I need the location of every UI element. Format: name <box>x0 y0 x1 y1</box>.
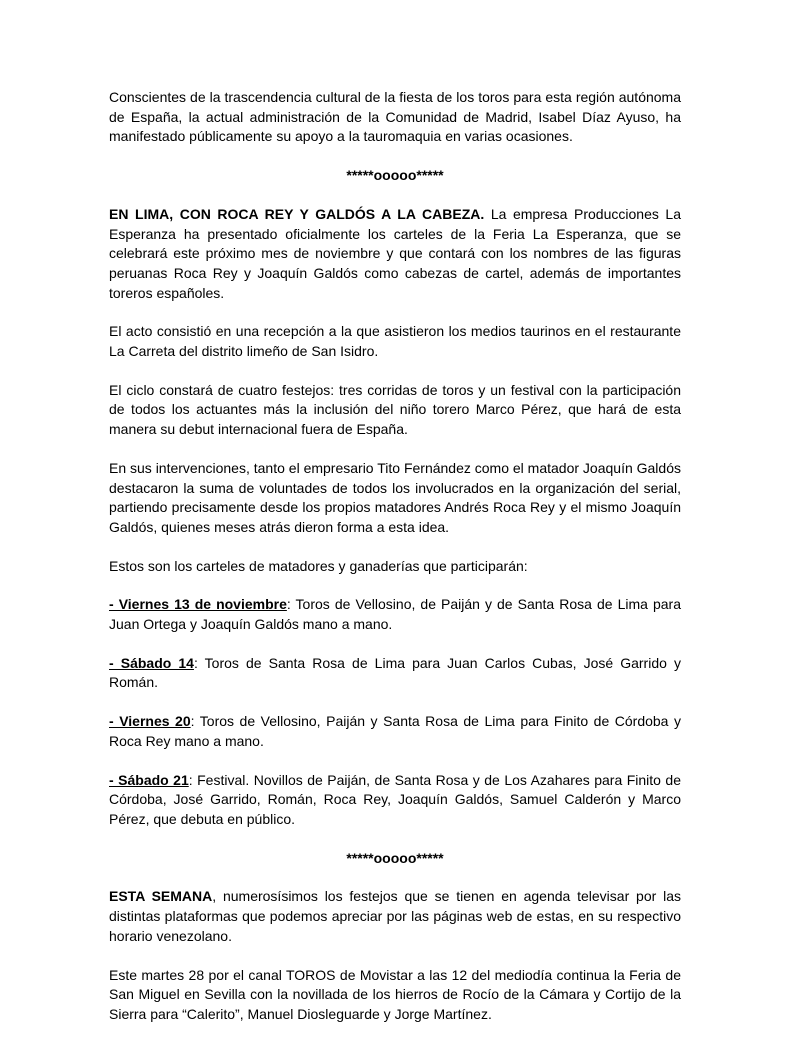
document-page <box>109 88 681 1044</box>
cartel-date: - Sábado 21 <box>109 771 189 788</box>
separator: *****ooooo***** <box>346 849 444 866</box>
paragraph-martes: Este martes 28 por el canal TOROS de Movistar a las 12 del mediodía continua la Feria de San Miguel en Sevilla con la novillada de los hierros de Rocío de la Cámara y Cortijo de la Sierra para “Calerito”, Manuel Diosleguarde y Jorge Martínez. <box>109 966 681 1022</box>
semana-body: , numerosísimos los festejos que se tienen en agenda televisar por las distintas plataformas que podemos apreciar por las páginas web de estas, en su respectivo horario venezolano. <box>109 888 681 944</box>
cartel-item <box>109 595 681 634</box>
paragraph-semana <box>109 887 681 946</box>
cartel-text: : Toros de Vellosino, de Paiján y de Santa Rosa de Lima para Juan Ortega y Joaquín Galdós mano a mano. <box>109 596 681 633</box>
lima-heading: EN LIMA, CON ROCA REY Y GALDÓS A LA CABEZA. <box>109 205 485 222</box>
cartel-text: : Toros de Santa Rosa de Lima para Juan Carlos Cubas, José Garrido y Román. <box>109 654 681 691</box>
paragraph-lima <box>109 205 681 304</box>
cartel-date: - Viernes 20 <box>109 713 191 730</box>
cartel-item <box>109 771 681 830</box>
cartel-text: : Festival. Novillos de Paiján, de Santa Rosa y de Los Azahares para Finito de Córdoba, José Garrido, Román, Roca Rey, Joaquín Galdós, Samuel Calderón y Marco Pérez, que debuta en público. <box>109 771 681 827</box>
paragraph-madrid: Conscientes de la trascendencia cultural de la fiesta de los toros para esta región autónoma de España, la actual administración de la Comunidad de Madrid, Isabel Díaz Ayuso, ha manifestado públicamente su apoyo a la tauromaquia en varias ocasiones. <box>109 89 681 145</box>
semana-heading: ESTA SEMANA <box>109 888 213 905</box>
paragraph-ciclo: El ciclo constará de cuatro festejos: tres corridas de toros y un festival con la participación de todos los actuantes más la inclusión del niño torero Marco Pérez, que hará de esta manera su debut internacional fuera de España. <box>109 381 681 438</box>
paragraph-carteles-intro: Estos son los carteles de matadores y ganaderías que participarán: <box>109 557 528 574</box>
paragraph-intervenciones: En sus intervenciones, tanto el empresario Tito Fernández como el matador Joaquín Galdós destacaron la suma de voluntades de todos los involucrados en la organización del serial, partiendo precisamente desde los propios matadores Andrés Roca Rey y el mismo Joaquín Galdós, quienes meses atrás dieron forma a esta idea. <box>109 459 681 535</box>
cartel-item <box>109 654 681 693</box>
cartel-date: - Sábado 14 <box>109 654 194 671</box>
paragraph-acto: El acto consistió en una recepción a la que asistieron los medios taurinos en el restaurante La Carreta del distrito limeño de San Isidro. <box>109 323 681 360</box>
cartel-date: - Viernes 13 de noviembre <box>109 596 287 613</box>
separator: *****ooooo***** <box>346 167 444 184</box>
cartel-item <box>109 712 681 751</box>
lima-body: La empresa Producciones La Esperanza ha presentado oficialmente los carteles de la Feria La Esperanza, que se celebrará este próximo mes de noviembre y que contará con los nombres de las figuras peruanas Roca Rey y Joaquín Galdós como cabezas de cartel, además de importantes toreros españoles. <box>109 205 681 301</box>
cartel-text: : Toros de Vellosino, Paiján y Santa Rosa de Lima para Finito de Córdoba y Roca Rey mano a mano. <box>109 713 681 749</box>
